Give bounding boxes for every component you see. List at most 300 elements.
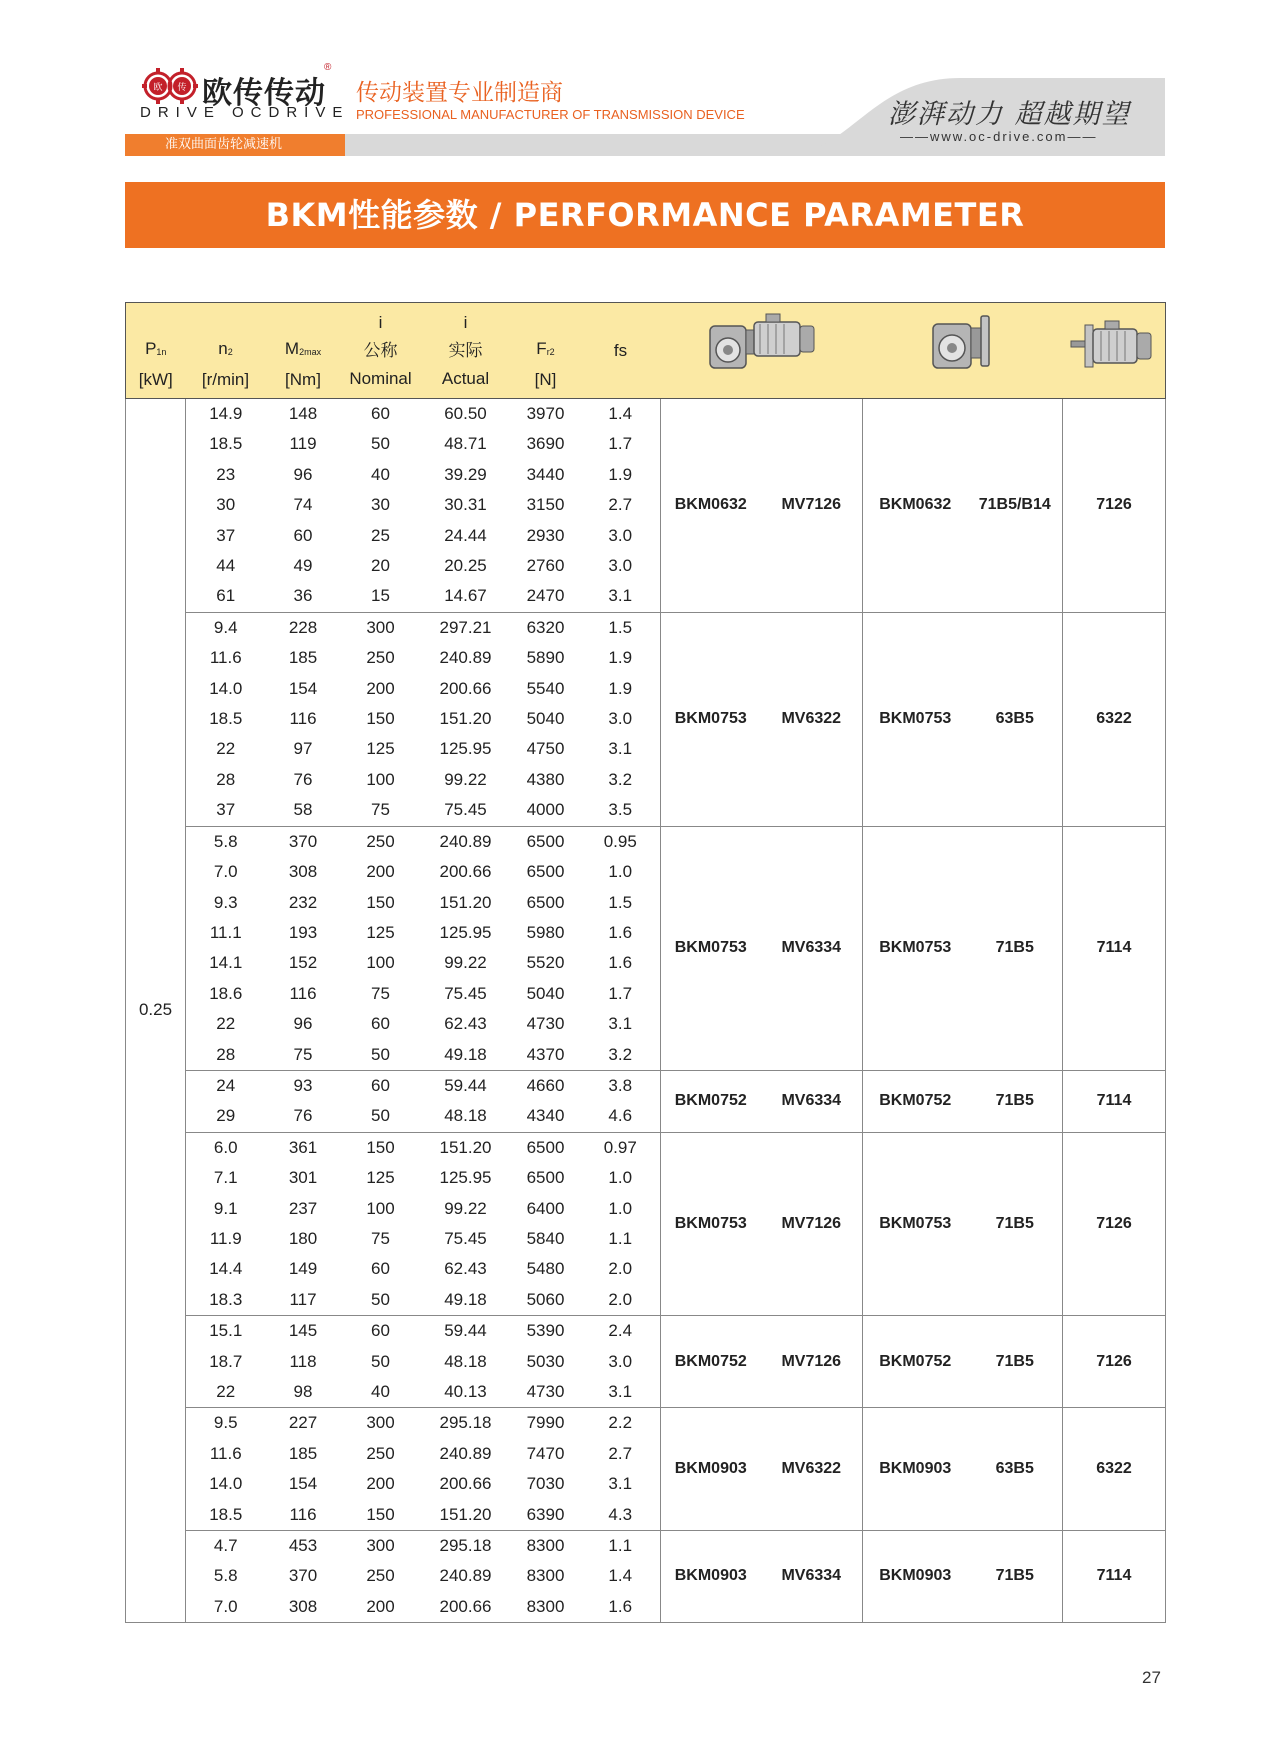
service-factor-cell: 2.0	[608, 1259, 633, 1279]
torque-cell: 75	[293, 1044, 313, 1064]
torque-cell: 145	[266, 1316, 341, 1347]
gearmotor-model-cell: BKM0752	[661, 1316, 761, 1408]
ratio-nominal-cell: 150	[366, 1504, 395, 1524]
flange-type-cell: 63B5	[968, 1408, 1063, 1531]
service-factor-cell: 1.0	[608, 1198, 633, 1218]
ratio-actual-cell: 75.45	[444, 983, 487, 1003]
service-factor-cell: 2.7	[608, 1443, 633, 1463]
flange-type-cell: 71B5	[968, 826, 1063, 1070]
ratio-actual-cell: 62.43	[444, 1014, 487, 1034]
section-title-band	[125, 182, 1165, 248]
speed-cell: 14.9	[186, 399, 266, 430]
service-factor-cell: 2.7	[608, 495, 633, 515]
radial-force-cell: 4000	[526, 800, 565, 820]
ratio-actual-cell: 30.31	[444, 495, 487, 515]
company-motto: 澎湃动力 超越期望	[888, 99, 1131, 130]
speed-cell: 9.3	[213, 892, 238, 912]
service-factor-cell: 1.9	[608, 464, 633, 484]
header-radial-force: $F_{r2}$ [N]	[511, 303, 581, 399]
performance-table-body	[126, 399, 1166, 1623]
radial-force-cell: 4370	[526, 1044, 565, 1064]
ratio-actual-cell: 60.50	[421, 399, 511, 430]
torque-cell: 308	[288, 862, 318, 882]
service-factor-cell: 2.2	[581, 1408, 661, 1439]
ratio-actual-cell: 48.71	[444, 434, 487, 454]
ratio-nominal-cell: 150	[341, 1132, 421, 1163]
ratio-actual-cell: 59.44	[421, 1070, 511, 1101]
service-factor-cell: 3.0	[608, 709, 633, 729]
radial-force-cell: 3690	[526, 434, 565, 454]
service-factor-cell: 3.0	[608, 556, 633, 576]
radial-force-cell: 3150	[526, 495, 565, 515]
gearbox-model-cell: BKM0752	[863, 1316, 968, 1408]
performance-table	[125, 302, 1166, 1623]
speed-cell: 18.5	[209, 1504, 243, 1524]
motor-model-cell: MV6334	[761, 1531, 863, 1623]
gearmotor-model-cell: BKM0903	[661, 1408, 761, 1531]
service-factor-cell: 2.0	[608, 1289, 633, 1309]
ratio-actual-cell: 151.20	[439, 1504, 492, 1524]
header-ratio-nominal: i 公称 Nominal	[341, 303, 421, 399]
torque-cell: 74	[293, 495, 313, 515]
torque-cell: 119	[289, 434, 317, 454]
torque-cell: 180	[288, 1228, 318, 1248]
service-factor-cell: 3.1	[608, 586, 633, 606]
header-motor-image	[1063, 303, 1166, 399]
header-gearmotor-image	[661, 303, 863, 399]
table-row	[126, 826, 1166, 857]
table-row	[126, 1132, 1166, 1163]
ratio-nominal-cell: 300	[341, 1531, 421, 1562]
ratio-actual-cell: 295.18	[421, 1408, 511, 1439]
speed-cell: 37	[216, 525, 236, 545]
website-url: ——www.oc-drive.com——	[900, 129, 1098, 144]
ratio-nominal-cell: 200	[366, 1474, 395, 1494]
ratio-actual-cell: 151.20	[439, 709, 492, 729]
ratio-nominal-cell: 100	[366, 769, 395, 789]
ratio-nominal-cell: 125	[366, 739, 395, 759]
speed-cell: 30	[216, 495, 236, 515]
gearmotor-model-cell: BKM0752	[661, 1070, 761, 1132]
torque-cell: 370	[288, 1566, 318, 1586]
service-factor-cell: 1.7	[608, 983, 633, 1003]
radial-force-cell: 5390	[511, 1316, 581, 1347]
service-factor-cell: 3.1	[608, 739, 633, 759]
ratio-actual-cell: 62.43	[444, 1259, 487, 1279]
speed-cell: 28	[216, 769, 236, 789]
torque-cell: 36	[293, 586, 313, 606]
radial-force-cell: 5520	[526, 953, 565, 973]
torque-cell: 116	[289, 709, 317, 729]
flange-type-cell: 71B5	[968, 1132, 1063, 1315]
ratio-nominal-cell: 125	[366, 922, 395, 942]
section-title: BKM性能参数 / PERFORMANCE PARAMETER	[265, 196, 1025, 234]
header-gearbox-flange-image	[863, 303, 1063, 399]
motor-frame-cell: 6322	[1063, 1408, 1166, 1531]
ratio-actual-cell: 48.18	[444, 1106, 487, 1126]
speed-cell: 9.4	[186, 612, 266, 643]
motor-model-cell: MV7126	[761, 1316, 863, 1408]
ratio-actual-cell: 125.95	[439, 922, 492, 942]
radial-force-cell: 6500	[526, 892, 565, 912]
ratio-actual-cell: 99.22	[444, 769, 487, 789]
radial-force-cell: 6400	[526, 1198, 565, 1218]
motor-model-cell: MV7126	[761, 1132, 863, 1315]
gearbox-model-cell: BKM0753	[863, 1132, 968, 1315]
service-factor-cell: 1.7	[608, 434, 633, 454]
gearmotor-model-cell: BKM0903	[661, 1531, 761, 1623]
speed-cell: 37	[216, 800, 236, 820]
motor-model-cell: MV7126	[761, 399, 863, 613]
logo-english-text: DRIVE OCDRIVE	[140, 104, 350, 121]
service-factor-cell: 3.8	[581, 1070, 661, 1101]
table-row	[126, 1316, 1166, 1347]
radial-force-cell: 3440	[526, 464, 565, 484]
page-number: 27	[1142, 1668, 1161, 1687]
speed-cell: 11.6	[209, 648, 242, 668]
motor-model-cell: MV6334	[761, 826, 863, 1070]
radial-force-cell: 5890	[526, 648, 565, 668]
gearbox-with-motor-icon	[702, 308, 822, 384]
speed-cell: 9.1	[213, 1198, 238, 1218]
ratio-nominal-cell: 15	[371, 586, 390, 606]
header-ratio-actual: i 实际 Actual	[421, 303, 511, 399]
torque-cell: 116	[289, 983, 317, 1003]
speed-cell: 14.0	[209, 678, 243, 698]
gearbox-model-cell: BKM0632	[863, 399, 968, 613]
ratio-nominal-cell: 20	[371, 556, 390, 576]
torque-cell: 149	[288, 1259, 318, 1279]
ratio-actual-cell: 49.18	[444, 1289, 487, 1309]
radial-force-cell: 8300	[526, 1566, 565, 1586]
speed-cell: 4.7	[186, 1531, 266, 1562]
radial-force-cell: 5840	[526, 1228, 565, 1248]
radial-force-cell: 8300	[511, 1592, 581, 1623]
speed-cell: 7.0	[186, 1592, 266, 1623]
page-header	[0, 0, 1280, 170]
company-logo	[140, 62, 350, 122]
speed-cell: 22	[216, 1014, 236, 1034]
service-factor-cell: 0.97	[581, 1132, 661, 1163]
ratio-nominal-cell: 75	[371, 800, 390, 820]
torque-cell: 361	[266, 1132, 341, 1163]
service-factor-cell: 3.1	[608, 1474, 633, 1494]
radial-force-cell: 5540	[526, 678, 565, 698]
ratio-nominal-cell: 50	[371, 1044, 390, 1064]
category-tag: 准双曲面齿轮减速机	[125, 134, 345, 156]
radial-force-cell: 6320	[511, 612, 581, 643]
table-header-row	[126, 303, 1166, 399]
ratio-nominal-cell: 250	[341, 826, 421, 857]
speed-cell: 29	[216, 1106, 236, 1126]
ratio-actual-cell: 125.95	[439, 739, 492, 759]
motor-frame-cell: 7126	[1063, 1316, 1166, 1408]
ratio-nominal-cell: 150	[366, 709, 395, 729]
ratio-nominal-cell: 100	[366, 1198, 395, 1218]
flange-type-cell: 71B5/B14	[968, 399, 1063, 613]
speed-cell: 28	[216, 1044, 236, 1064]
speed-cell: 18.5	[209, 709, 243, 729]
ratio-nominal-cell: 150	[366, 892, 395, 912]
ratio-actual-cell: 99.22	[444, 1198, 487, 1218]
ratio-nominal-cell: 40	[371, 1382, 390, 1401]
motor-model-cell: MV6334	[761, 1070, 863, 1132]
radial-force-cell: 3970	[511, 399, 581, 430]
ratio-nominal-cell: 25	[371, 525, 390, 545]
torque-cell: 193	[288, 922, 318, 942]
radial-force-cell: 2760	[526, 556, 565, 576]
speed-cell: 5.8	[213, 1566, 238, 1586]
speed-cell: 61	[216, 586, 236, 606]
ratio-nominal-cell: 60	[341, 1316, 421, 1347]
table-row	[126, 612, 1166, 643]
ratio-actual-cell: 39.29	[444, 464, 487, 484]
gear-left-char: 欧	[153, 83, 163, 93]
motor-frame-cell: 7126	[1063, 1132, 1166, 1315]
radial-force-cell: 6500	[511, 1132, 581, 1163]
torque-cell: 148	[266, 399, 341, 430]
speed-cell: 6.0	[186, 1132, 266, 1163]
service-factor-cell: 1.0	[608, 862, 633, 882]
torque-cell: 185	[288, 648, 318, 668]
ratio-nominal-cell: 50	[371, 1289, 390, 1309]
service-factor-cell: 3.0	[608, 525, 633, 545]
ratio-nominal-cell: 250	[366, 1566, 395, 1586]
ratio-actual-cell: 240.89	[439, 648, 492, 668]
header-output-speed: $n_2$ [r/min]	[186, 303, 266, 399]
ratio-actual-cell: 295.18	[421, 1531, 511, 1562]
ratio-actual-cell: 24.44	[444, 525, 487, 545]
radial-force-cell: 6390	[526, 1504, 565, 1524]
gearmotor-model-cell: BKM0753	[661, 612, 761, 826]
gearmotor-model-cell: BKM0753	[661, 1132, 761, 1315]
flange-type-cell: 71B5	[968, 1316, 1063, 1408]
gearbox-model-cell: BKM0753	[863, 612, 968, 826]
speed-cell: 18.7	[209, 1351, 243, 1371]
speed-cell: 44	[216, 556, 236, 576]
header-output-torque: $M_{2max}$ [Nm]	[266, 303, 341, 399]
ratio-actual-cell: 240.89	[439, 1566, 492, 1586]
torque-cell: 117	[289, 1289, 317, 1309]
radial-force-cell: 7470	[526, 1443, 565, 1463]
ratio-nominal-cell: 250	[366, 648, 395, 668]
service-factor-cell: 1.4	[608, 1566, 633, 1586]
speed-cell: 23	[216, 464, 236, 484]
speed-cell: 18.3	[209, 1289, 243, 1309]
torque-cell: 232	[288, 892, 318, 912]
ratio-actual-cell: 75.45	[444, 800, 487, 820]
service-factor-cell: 2.4	[581, 1316, 661, 1347]
gearbox-model-cell: BKM0753	[863, 826, 968, 1070]
torque-cell: 308	[266, 1592, 341, 1623]
gearmotor-model-cell: BKM0753	[661, 826, 761, 1070]
gearbox-with-flange-icon	[923, 308, 1003, 384]
torque-cell: 228	[266, 612, 341, 643]
slogan-english: PROFESSIONAL MANUFACTURER OF TRANSMISSION DEVICE	[356, 107, 745, 122]
ratio-nominal-cell: 60	[341, 399, 421, 430]
torque-cell: 453	[266, 1531, 341, 1562]
header-service-factor: fs	[581, 303, 661, 399]
ratio-actual-cell: 200.66	[421, 1592, 511, 1623]
service-factor-cell: 3.2	[608, 769, 633, 789]
torque-cell: 96	[293, 464, 313, 484]
speed-cell: 14.0	[209, 1474, 243, 1494]
speed-cell: 22	[216, 739, 236, 759]
gear-right-char: 传	[177, 83, 187, 93]
ratio-actual-cell: 125.95	[439, 1168, 492, 1188]
ratio-nominal-cell: 50	[371, 1351, 390, 1371]
flange-type-cell: 71B5	[968, 1531, 1063, 1623]
torque-cell: 93	[266, 1070, 341, 1101]
service-factor-cell: 3.1	[608, 1014, 633, 1034]
torque-cell: 76	[293, 1106, 313, 1126]
radial-force-cell: 4380	[526, 769, 565, 789]
gearbox-model-cell: BKM0752	[863, 1070, 968, 1132]
ratio-nominal-cell: 200	[366, 678, 395, 698]
radial-force-cell: 8300	[511, 1531, 581, 1562]
ratio-nominal-cell: 100	[366, 953, 395, 973]
service-factor-cell: 3.2	[608, 1044, 633, 1064]
motor-frame-cell: 7126	[1063, 399, 1166, 613]
ratio-actual-cell: 151.20	[421, 1132, 511, 1163]
speed-cell: 15.1	[186, 1316, 266, 1347]
ratio-actual-cell: 14.67	[444, 586, 487, 606]
speed-cell: 14.4	[209, 1259, 243, 1279]
speed-cell: 18.5	[209, 434, 243, 454]
speed-cell: 11.9	[209, 1228, 242, 1248]
ratio-nominal-cell: 50	[371, 434, 390, 454]
flange-type-cell: 71B5	[968, 1070, 1063, 1132]
radial-force-cell: 6500	[511, 826, 581, 857]
service-factor-cell: 1.6	[581, 1592, 661, 1623]
torque-cell: 97	[293, 739, 313, 759]
torque-cell: 58	[293, 800, 313, 820]
speed-cell: 18.6	[209, 983, 243, 1003]
ratio-nominal-cell: 300	[341, 1408, 421, 1439]
torque-cell: 49	[293, 556, 313, 576]
radial-force-cell: 5040	[526, 709, 565, 729]
service-factor-cell: 0.95	[581, 826, 661, 857]
service-factor-cell: 4.3	[608, 1504, 633, 1524]
ratio-actual-cell: 59.44	[421, 1316, 511, 1347]
motor-frame-cell: 7114	[1063, 826, 1166, 1070]
speed-cell: 9.5	[186, 1408, 266, 1439]
ratio-actual-cell: 240.89	[439, 1443, 492, 1463]
ratio-nominal-cell: 125	[366, 1168, 395, 1188]
ratio-actual-cell: 99.22	[444, 953, 487, 973]
speed-cell: 5.8	[186, 826, 266, 857]
radial-force-cell: 5980	[526, 922, 565, 942]
ratio-actual-cell: 49.18	[444, 1044, 487, 1064]
table-row	[126, 1531, 1166, 1562]
torque-cell: 370	[266, 826, 341, 857]
motor-icon	[1069, 311, 1159, 381]
ratio-actual-cell: 75.45	[444, 1228, 487, 1248]
torque-cell: 98	[293, 1382, 313, 1401]
radial-force-cell: 6500	[526, 1168, 565, 1188]
ratio-actual-cell: 240.89	[421, 826, 511, 857]
service-factor-cell: 1.0	[608, 1168, 633, 1188]
service-factor-cell: 1.4	[581, 399, 661, 430]
radial-force-cell: 6500	[526, 862, 565, 882]
ratio-actual-cell: 20.25	[444, 556, 487, 576]
ratio-actual-cell: 297.21	[421, 612, 511, 643]
motor-model-cell: MV6322	[761, 1408, 863, 1531]
header-power: $P_{1n}$ [kW]	[126, 303, 186, 399]
radial-force-cell: 2470	[526, 586, 565, 606]
radial-force-cell: 2930	[526, 525, 565, 545]
service-factor-cell: 1.9	[608, 648, 633, 668]
speed-cell: 24	[186, 1070, 266, 1101]
radial-force-cell: 4340	[526, 1106, 565, 1126]
torque-cell: 76	[293, 769, 313, 789]
speed-cell: 7.0	[213, 862, 238, 882]
motor-model-cell: MV6322	[761, 612, 863, 826]
service-factor-cell: 1.1	[581, 1531, 661, 1562]
radial-force-cell: 7990	[511, 1408, 581, 1439]
radial-force-cell: 7030	[526, 1474, 565, 1494]
torque-cell: 60	[293, 525, 313, 545]
table-row	[126, 1070, 1166, 1101]
service-factor-cell: 3.5	[608, 800, 633, 820]
ratio-actual-cell: 200.66	[439, 862, 492, 882]
flange-type-cell: 63B5	[968, 612, 1063, 826]
ratio-actual-cell: 40.13	[444, 1382, 487, 1401]
radial-force-cell: 4730	[526, 1382, 565, 1401]
logo-chinese-text: 欧传传动	[202, 76, 326, 111]
ratio-actual-cell: 200.66	[439, 1474, 492, 1494]
table-row	[126, 1408, 1166, 1439]
speed-cell: 11.6	[209, 1443, 242, 1463]
radial-force-cell: 5060	[526, 1289, 565, 1309]
radial-force-cell: 5030	[526, 1351, 565, 1371]
gearbox-model-cell: BKM0903	[863, 1531, 968, 1623]
service-factor-cell: 1.9	[608, 678, 633, 698]
service-factor-cell: 1.6	[608, 922, 633, 942]
ratio-nominal-cell: 75	[371, 983, 390, 1003]
radial-force-cell: 4660	[511, 1070, 581, 1101]
torque-cell: 227	[266, 1408, 341, 1439]
speed-cell: 22	[216, 1382, 236, 1401]
service-factor-cell: 1.6	[608, 953, 633, 973]
ratio-actual-cell: 48.18	[444, 1351, 487, 1371]
motor-frame-cell: 6322	[1063, 612, 1166, 826]
ratio-nominal-cell: 60	[341, 1070, 421, 1101]
ratio-nominal-cell: 30	[371, 495, 390, 515]
speed-cell: 14.1	[209, 953, 243, 973]
ratio-nominal-cell: 200	[341, 1592, 421, 1623]
ratio-nominal-cell: 200	[366, 862, 395, 882]
torque-cell: 154	[288, 1474, 318, 1494]
gearbox-model-cell: BKM0903	[863, 1408, 968, 1531]
ratio-nominal-cell: 40	[371, 464, 390, 484]
service-factor-cell: 3.0	[608, 1351, 633, 1371]
ratio-nominal-cell: 60	[371, 1259, 390, 1279]
service-factor-cell: 1.1	[608, 1228, 633, 1248]
torque-cell: 301	[288, 1168, 318, 1188]
service-factor-cell: 3.1	[608, 1382, 633, 1401]
motor-frame-cell: 7114	[1063, 1070, 1166, 1132]
ratio-nominal-cell: 50	[371, 1106, 390, 1126]
torque-cell: 118	[289, 1351, 317, 1371]
ratio-nominal-cell: 250	[366, 1443, 395, 1463]
torque-cell: 96	[293, 1014, 313, 1034]
radial-force-cell: 4750	[526, 739, 565, 759]
registered-mark: ®	[324, 62, 332, 73]
power-cell: 0.25	[126, 399, 186, 1623]
torque-cell: 185	[288, 1443, 318, 1463]
radial-force-cell: 4730	[526, 1014, 565, 1034]
